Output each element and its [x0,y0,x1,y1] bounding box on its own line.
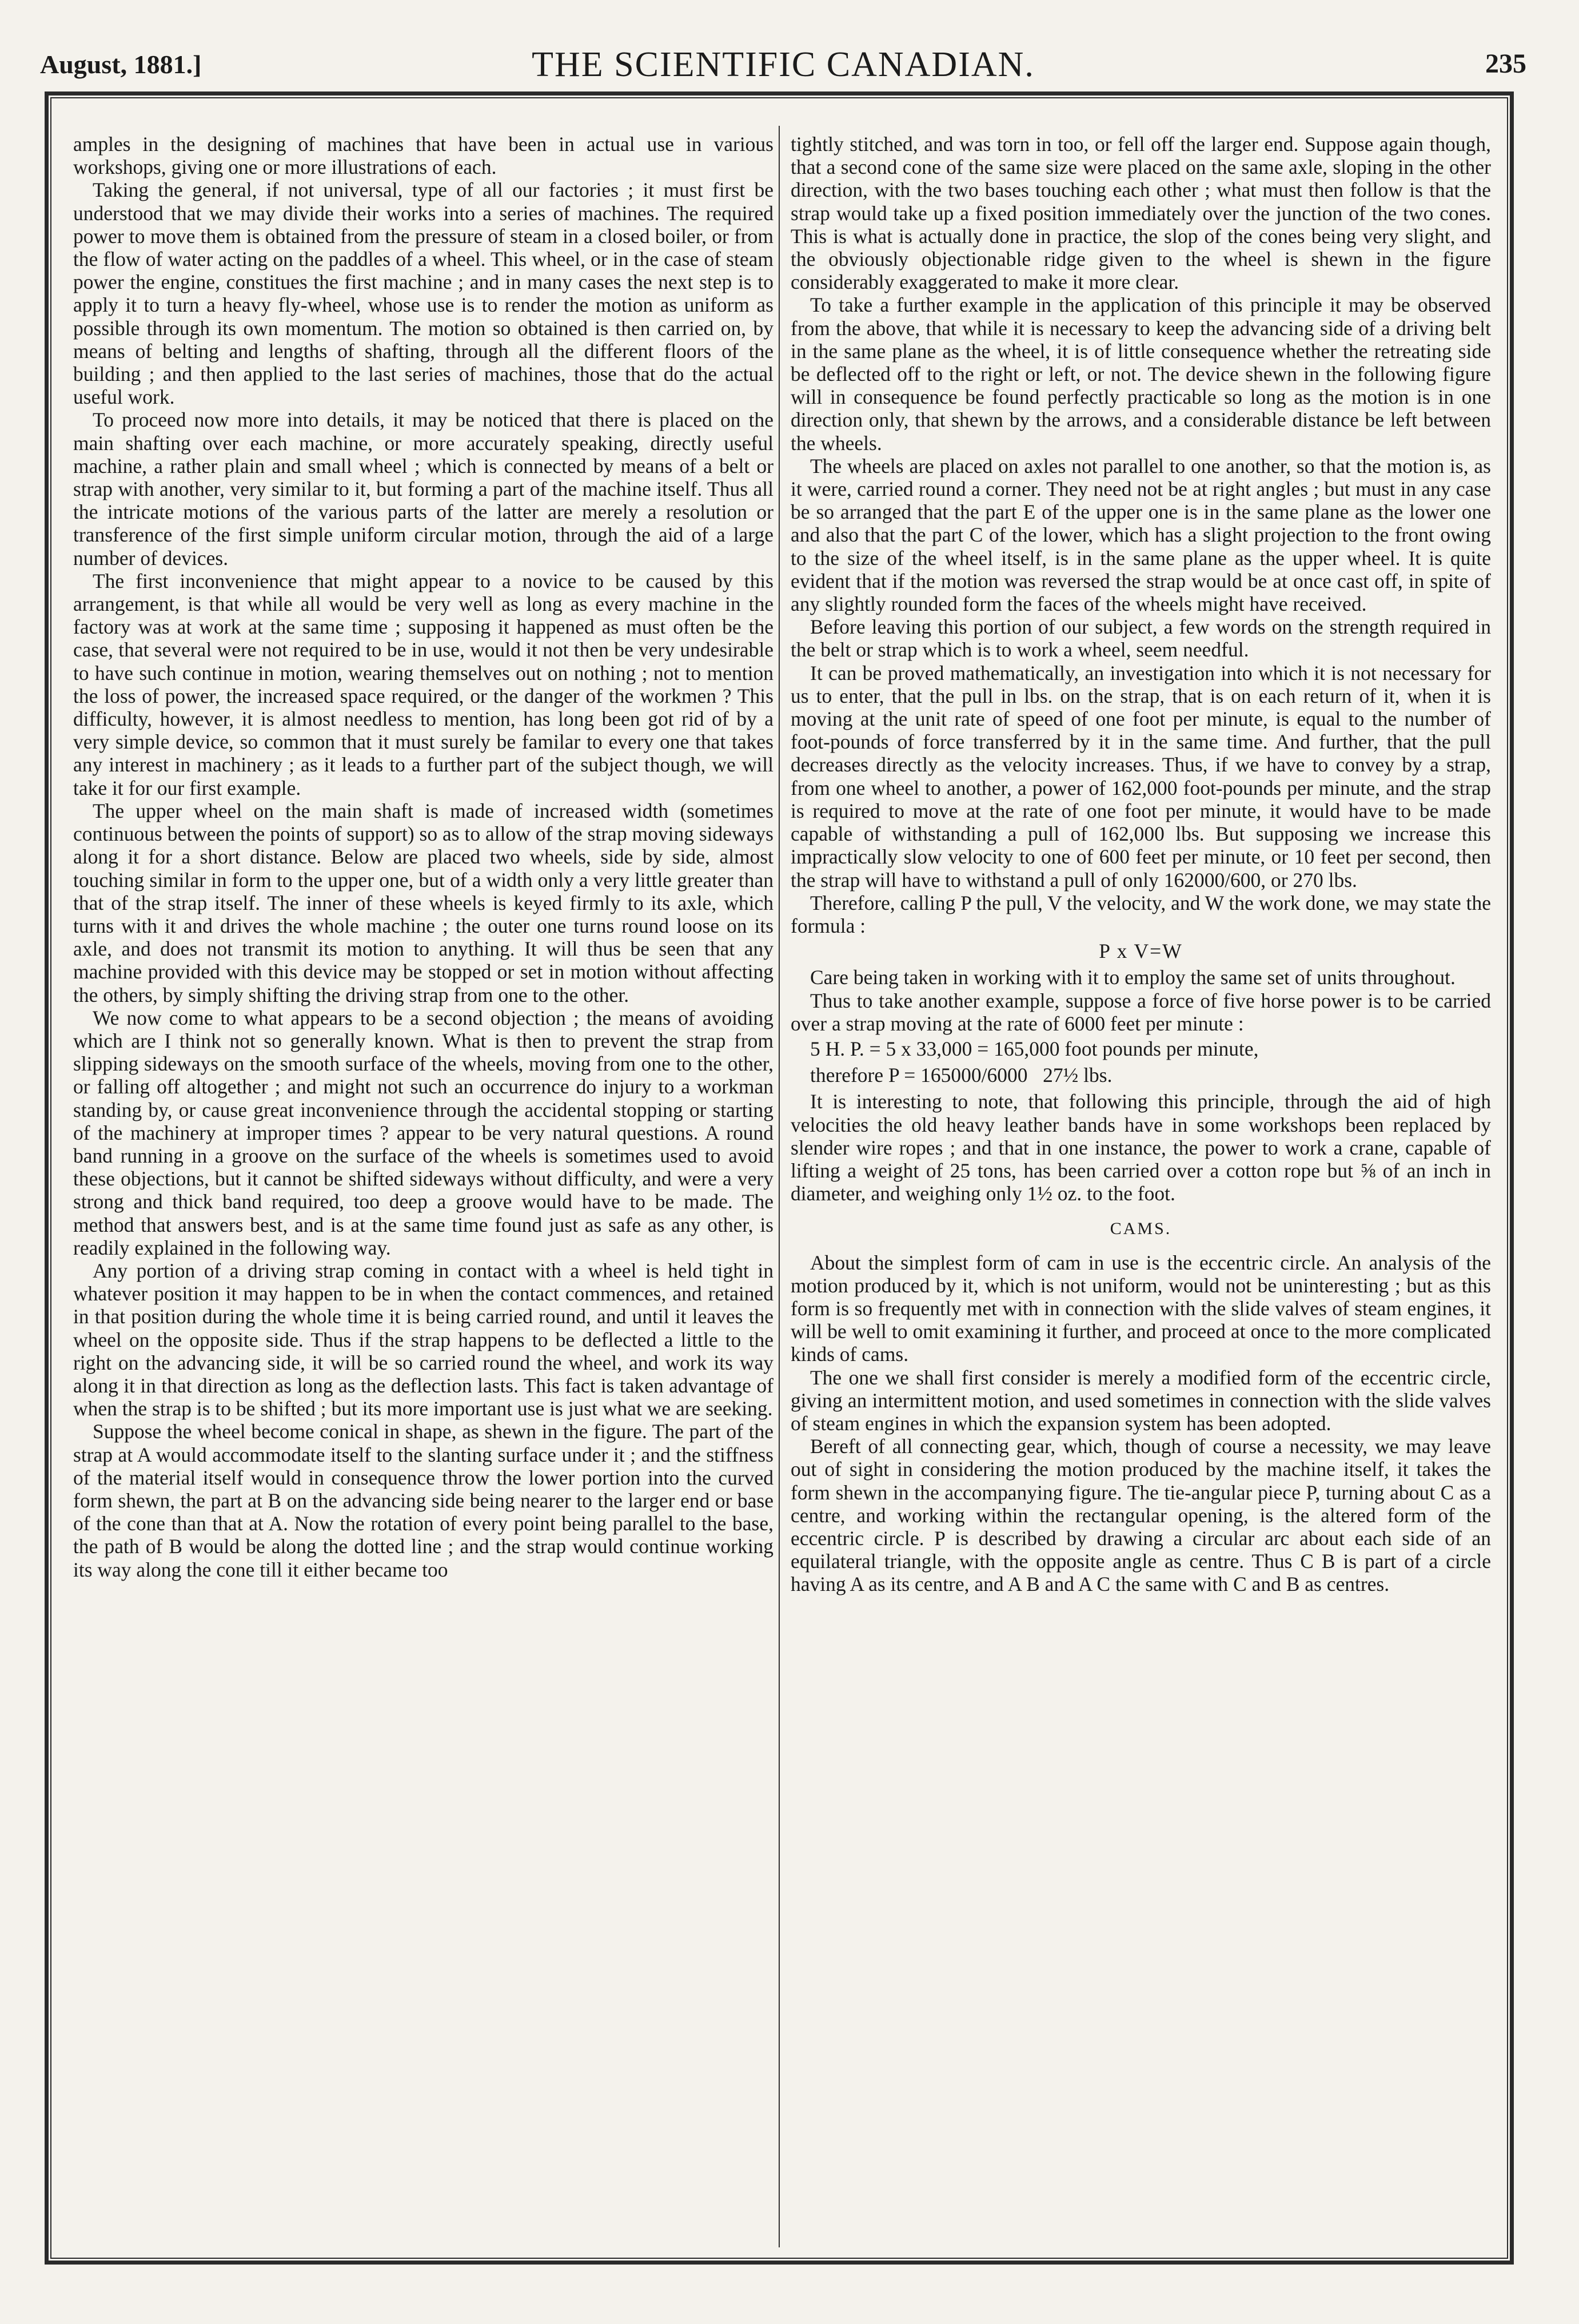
paragraph: Any portion of a driving strap coming in contact with a wheel is held tight in whatever position it may happen to be in when the contact commences, and retained in that position during the whole time it is being carried round, and until it leaves the wheel on the opposite side. Thus if the strap happens to be deflected a little to the right on the advancing side, it will be so carried round the wheel, and work its way along it in that direction as long as the deflection lasts. This fact is taken advantage of when the strap is to be shifted ; but its more important use is just what we are seeking. [73,1259,773,1420]
paragraph: About the simplest form of cam in use is the eccentric circle. An analysis of the motion produced by it, which is not uniform, would not be uninteresting ; but as this form is so frequently met with in connection with the slide valves of steam engines, it will be well to omit examining it further, and proceed at once to the more complicated kinds of cams. [791,1251,1491,1366]
paragraph: The upper wheel on the main shaft is made of increased width (sometimes continuous between the points of support) so as to allow of the strap moving sideways along it for a short distance. Below are placed two wheels, side by side, almost touching similar in form to the upper one, but of a width only a very little greater than that of the strap itself. The inner of these wheels is keyed firmly to its axle, which turns with it and drives the whole machine ; the outer one turns round loose on its axle, and does not transmit its motion to anything. It will thus be seen that any machine provided with this device may be stopped or set in motion without affecting the others, by simply shifting the driving strap from one to the other. [73,799,773,1006]
issue-date: August, 1881.] [40,50,202,79]
paragraph: Before leaving this portion of our subject, a few words on the strength required in the belt or strap which is to work a wheel, seem needful. [791,615,1491,662]
paragraph: The one we shall first consider is merely a modified form of the eccentric circle, giving an intermittent motion, and used sometimes in connection with the slide valves of steam engines in which the expansion system has been adopted. [791,1366,1491,1435]
paragraph: It can be proved mathematically, an investigation into which it is not necessary for us to enter, that the pull in lbs. on the strap, that is on each return of it, when it is moving at the unit rate of speed of one foot per minute, is equal to the number of foot-pounds of force transferred by it in the same time. And further, that the pull decreases directly as the velocity increases. Thus, if we have to convey by a strap, from one wheel to another, a power of 162,000 foot-pounds per minute, and the strap is required to move at the rate of one foot per minute, it would have to be made capable of withstanding a pull of 162,000 lbs. But supposing we increase this impractically slow velocity to one of 600 feet per minute, or 10 feet per second, then the strap will have to withstand a pull of only 162000/600, or 270 lbs. [791,661,1491,892]
column-divider [779,126,780,2247]
journal-title: THE SCIENTIFIC CANADIAN. [532,45,1035,84]
paragraph: Therefore, calling P the pull, V the velocity, and W the work done, we may state the formula : [791,891,1491,937]
paragraph: We now come to what appears to be a second objection ; the means of avoiding which are I think not so generally known. What is then to prevent the strap from slipping sideways on the smooth surface of the wheels, moving from one to the other, or falling off altogether ; and might not such an occurrence do injury to a workman standing by, or cause great inconvenience through the accidental stopping or starting of the machinery at improper times ? appear to be very natural questions. A round band running in a groove on the surface of the wheels is sometimes used to avoid these objections, but it cannot be shifted sideways without difficulty, and were a very strong and thick band required, too deep a groove would have to be made. The method that answers best, and is at the same time found just as safe as any other, is readily explained in the following way. [73,1006,773,1259]
paragraph: Bereft of all connecting gear, which, though of course a necessity, we may leave out of sight in considering the motion produced by the machine itself, it takes the form shewn in the accompanying figure. The tie-angular piece P, turning about C as a centre, and working within the rectangular opening, is the altered form of the eccentric circle. P is described by drawing a circular arc about each side of an equilateral triangle, with the opposite angle as centre. Thus C B is part of a circle having A as its centre, and A B and A C the same with C and B as centres. [791,1435,1491,1596]
paragraph: The wheels are placed on axles not parallel to one another, so that the motion is, as it were, carried round a corner. They need not be at right angles ; but must in any case be so arranged that the part E of the upper one is in the same plane as the lower one and also that the part C of the lower, which has a slight projection to the front owing to the size of the wheel itself, is in the same plane as the upper wheel. It is quite evident that if the motion was reversed the strap would be at once cast off, in spite of any slightly rounded form the faces of the wheels might have received. [791,454,1491,616]
paragraph: Care being taken in working with it to employ the same set of units throughout. [810,966,1456,989]
section-heading: CAMS. [1110,1219,1172,1239]
paragraph: It is interesting to note, that following this principle, through the aid of high velocities the old heavy leather bands have in some workshops been replaced by slender wire ropes ; and that in one instance, the power to work a crane, capable of lifting a weight of 25 tons, has been carried over a cotton rope but ⅝ of an inch in diameter, and weighing only 1½ oz. to the foot. [791,1090,1491,1205]
paragraph: amples in the designing of machines that have been in actual use in various workshops, giving one or more illustrations of each. [73,133,773,179]
page-number: 235 [1485,49,1526,79]
right-column [791,133,1491,2249]
paragraph: The first inconvenience that might appear to a novice to be caused by this arrangement, is that while all would be very well as long as every machine in the factory was at work at the same time ; supposing it happened as must often be the case, that several were not required to be in use, would it not then be very undesirable to have such continue in motion, wearing themselves out on nothing ; not to mention the loss of power, the increased space required, or the danger of the workmen ? This difficulty, however, it is almost needless to mention, has long been got rid of by a very simple device, so common that it must surely be familar to every one that takes any interest in machinery ; as it leads to a further part of the subject though, we will take it for our first example. [73,569,773,799]
paragraph: To take a further example in the application of this principle it may be observed from the above, that while it is necessary to keep the advancing side of a driving belt in the same plane as the wheel, it is of little consequence whether the retreating side be deflected off to the right or left, or not. The device shewn in the following figure will in consequence be found perfectly practicable so long as the motion is in one direction only, that shewn by the arrows, and a considerable distance be left between the wheels. [791,293,1491,455]
left-column [73,133,773,2249]
running-head [40,45,1526,96]
paragraph: Thus to take another example, suppose a force of five horse power is to be carried over a strap moving at the rate of 6000 feet per minute : [791,989,1491,1035]
calculation-line: 5 H. P. = 5 x 33,000 = 165,000 foot pounds per minute, [810,1037,1259,1060]
formula: P x V=W [1099,940,1183,963]
calculation-line: therefore P = 165000/6000 27½ lbs. [810,1064,1113,1087]
paragraph: To proceed now more into details, it may be noticed that there is placed on the main shafting over each machine, or more accurately speaking, directly useful machine, a rather plain and small wheel ; which is connected by means of a belt or strap with another, very similar to it, but forming a part of the machine itself. Thus all the intricate motions of the various parts of the latter are merely a resolution or transference of the first simple uniform circular motion, through the aid of a large number of devices. [73,408,773,570]
paragraph: Suppose the wheel become conical in shape, as shewn in the figure. The part of the strap at A would accommodate itself to the slanting surface under it ; and the stiffness of the material itself would in consequence throw the lower portion into the curved form shewn, the part at B on the advancing side being nearer to the larger end or base of the cone than that at A. Now the rotation of every point being parallel to the base, the path of B would be along the dotted line ; and the strap would continue working its way along the cone till it either became too [73,1420,773,1581]
paragraph: tightly stitched, and was torn in too, or fell off the larger end. Suppose again though, that a second cone of the same size were placed on the same axle, sloping in the other direction, with the two bases touching each other ; what must then follow is that the strap would take up a fixed position immediately over the junction of the two cones. This is what is actually done in practice, the slop of the cones being very slight, and the obviously objectionable ridge given to the wheel is shewn in the figure considerably exaggerated to make it more clear. [791,133,1491,294]
paragraph: Taking the general, if not universal, type of all our factories ; it must first be understood that we may divide their works into a series of machines. The required power to move them is obtained from the pressure of steam in a closed boiler, or from the flow of water acting on the paddles of a wheel. This wheel, or in the case of steam power the engine, constitues the first machine ; and in many cases the next step is to apply it to turn a heavy fly-wheel, whose use is to render the motion as uniform as possible through its own momentum. The motion so obtained is then carried on, by means of belting and lengths of shafting, through all the different floors of the building ; and then applied to the last series of machines, those that do the actual useful work. [73,178,773,409]
